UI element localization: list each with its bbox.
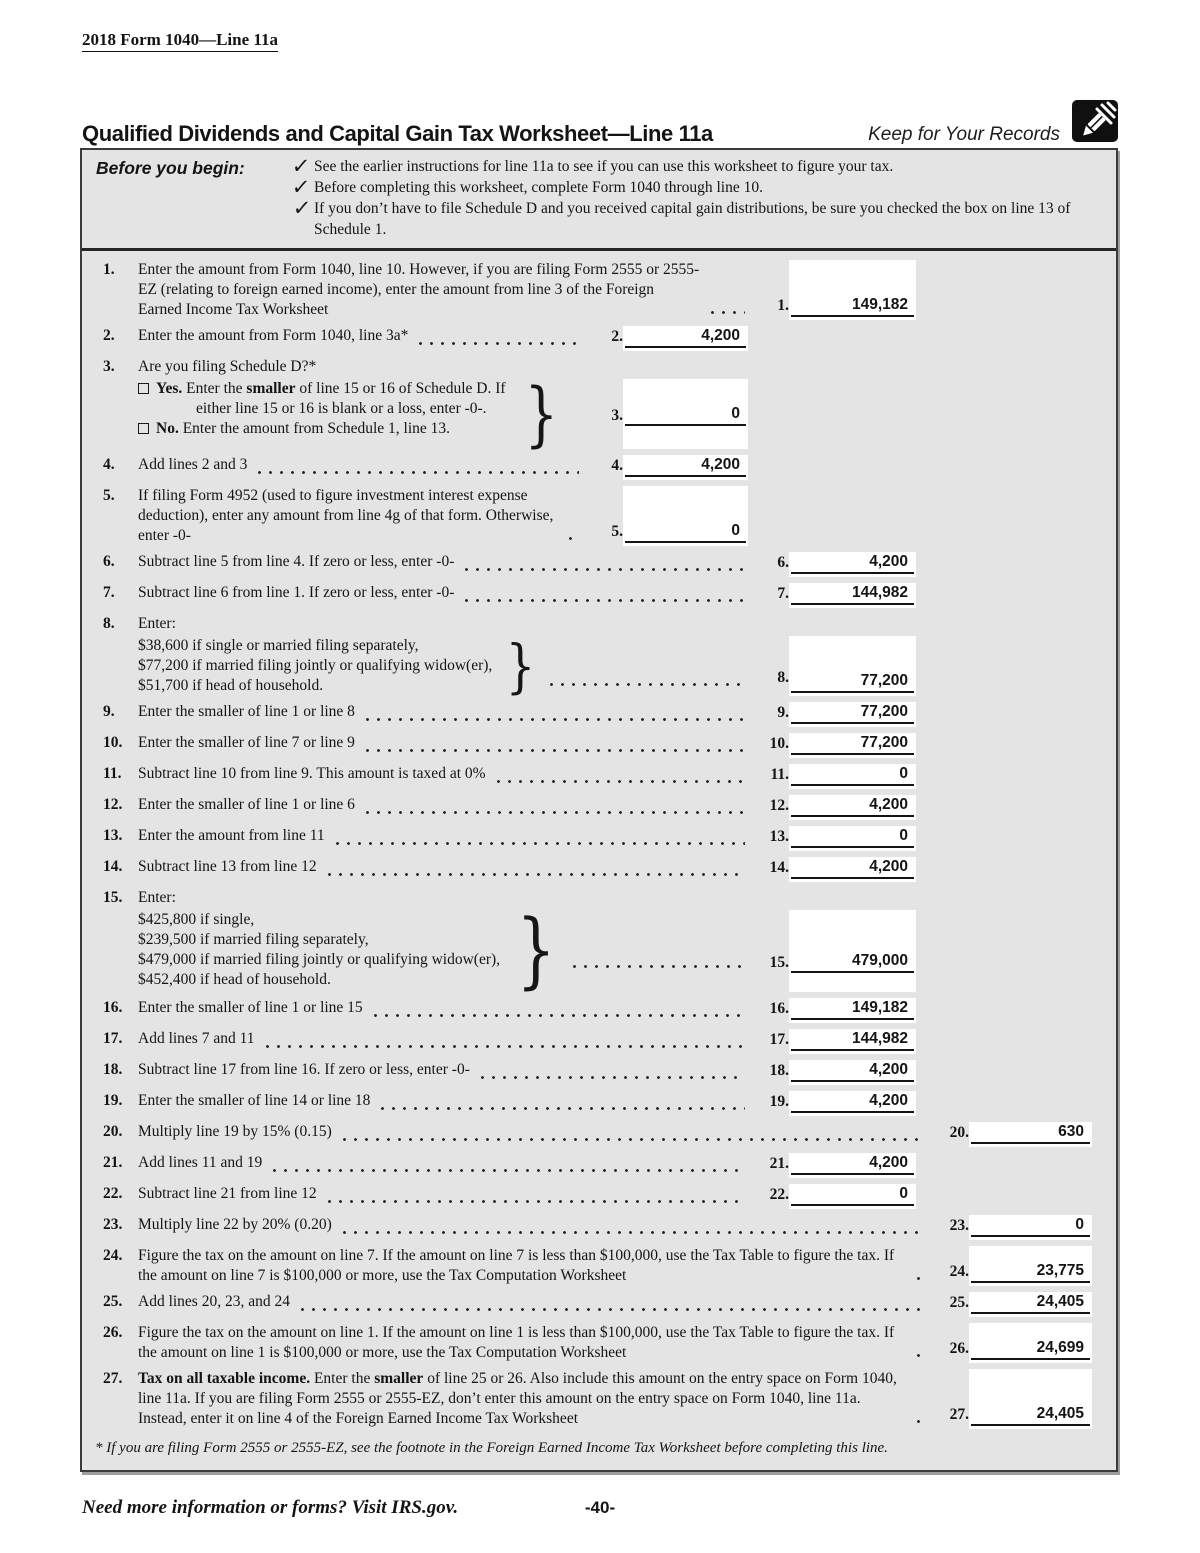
dotted-leader	[324, 871, 745, 876]
spacer	[748, 326, 1116, 351]
checklist-text: If you don’t have to file Schedule D and you received capital gain distributions, be sure you checked the box on line 13 of Schedule 1.	[314, 200, 1071, 238]
yes-text: Enter the	[182, 380, 247, 397]
worksheet-line-12	[82, 789, 1116, 820]
worksheet-line-7	[82, 577, 1116, 608]
entry-value: 24,699	[971, 1338, 1090, 1360]
spacer	[916, 764, 1116, 789]
worksheet-line-21	[82, 1147, 1116, 1178]
entry-number: 2.	[611, 328, 623, 345]
line-27-bold-lead: Tax on all taxable income.	[138, 1370, 311, 1387]
amount-option: $425,800 if single,	[138, 911, 255, 928]
spacer	[916, 910, 1116, 992]
line-text: Multiply line 22 by 20% (0.20)	[138, 1216, 332, 1233]
line-text: Subtract line 10 from line 9. This amount is taxed at 0%	[138, 765, 486, 782]
line-number: 9.	[103, 703, 115, 720]
entry-value: 0	[791, 764, 914, 786]
line-number: 17.	[103, 1030, 123, 1047]
entry-value: 4,200	[791, 795, 914, 817]
entry-value: 0	[625, 521, 746, 543]
entry-box	[969, 1323, 1092, 1363]
line-text: Enter the smaller of line 14 or line 18	[138, 1092, 371, 1109]
spacer	[1092, 1323, 1116, 1363]
line-number: 12.	[103, 796, 123, 813]
line-number: 14.	[103, 858, 123, 875]
entry-box	[623, 326, 748, 351]
line-number: 24.	[103, 1247, 123, 1264]
line-number: 23.	[103, 1216, 123, 1233]
line-text: Subtract line 5 from line 4. If zero or less, enter -0-	[138, 553, 455, 570]
spacer	[748, 486, 1116, 546]
line-text: Subtract line 17 from line 16. If zero or less, enter -0-	[138, 1061, 470, 1078]
entry-box	[789, 583, 916, 608]
spacer	[82, 910, 138, 992]
line-27-text-rest: of line 25 or 26. Also include this amount on the entry space on Form 1040, line 11a. If you are filing Form 2555 or 2555-EZ, don’t enter this amount on the entry space on Form 1040, line 11a. Instead, enter it on line 4 of the Foreign Earned Income Tax Worksheet	[138, 1370, 897, 1427]
yes-checkbox-icon[interactable]	[138, 383, 149, 394]
entry-box	[789, 733, 916, 758]
entry-box	[789, 552, 916, 577]
entry-number: 9.	[777, 704, 789, 721]
line-text: Add lines 11 and 19	[138, 1154, 263, 1171]
line-number: 18.	[103, 1061, 123, 1078]
line-text: Enter the smaller of line 7 or line 9	[138, 734, 355, 751]
no-checkbox-icon[interactable]	[138, 423, 149, 434]
entry-box	[789, 795, 916, 820]
entry-number: 14.	[769, 859, 789, 876]
yes-option	[138, 379, 509, 419]
page-number: -40-	[584, 1498, 616, 1517]
dotted-leader	[477, 1074, 745, 1079]
entry-box	[969, 1292, 1092, 1317]
spacer	[748, 455, 1116, 480]
entry-value: 4,200	[625, 326, 746, 348]
line-text: Add lines 20, 23, and 24	[138, 1293, 290, 1310]
spacer	[916, 1060, 1116, 1085]
entry-value: 0	[625, 404, 746, 426]
entry-box	[969, 1122, 1092, 1147]
worksheet-line-3-options	[82, 373, 1116, 455]
entry-box	[969, 1246, 1092, 1286]
no-label: No.	[156, 420, 179, 437]
entry-number: 19.	[769, 1093, 789, 1110]
worksheet-line-8	[82, 608, 1116, 634]
line-27-smaller: smaller	[374, 1370, 424, 1387]
entry-value: 23,775	[971, 1261, 1090, 1283]
worksheet-line-27	[82, 1363, 1116, 1429]
entry-value: 4,200	[791, 1153, 914, 1175]
spacer	[748, 379, 1116, 449]
dotted-leader	[332, 840, 745, 845]
line-number: 1.	[103, 261, 115, 278]
entry-box	[789, 702, 916, 727]
checklist-item	[292, 198, 1106, 240]
entry-box	[623, 455, 748, 480]
spacer	[916, 1029, 1116, 1054]
dotted-leader	[913, 1352, 921, 1357]
worksheet-line-25	[82, 1286, 1116, 1317]
entry-value: 4,200	[791, 552, 914, 574]
dotted-leader	[339, 1229, 921, 1234]
entry-number: 11.	[770, 766, 789, 783]
entry-number: 25.	[949, 1294, 969, 1311]
entry-value: 479,000	[791, 951, 914, 973]
line-number: 11.	[103, 765, 122, 782]
worksheet-line-4	[82, 449, 1116, 480]
entry-value: 77,200	[791, 671, 914, 693]
worksheet-box	[80, 148, 1118, 1472]
check-icon: ✓	[290, 154, 311, 178]
brace-glyph: }	[505, 632, 536, 700]
entry-value: 0	[971, 1215, 1090, 1237]
dotted-leader	[569, 963, 745, 968]
worksheet-line-8-options	[82, 632, 1116, 700]
line-3-options	[138, 379, 509, 449]
worksheet-line-11	[82, 758, 1116, 789]
line-text: Enter the amount from Form 1040, line 3a*	[138, 327, 409, 344]
entry-number: 16.	[769, 1000, 789, 1017]
entry-value: 149,182	[791, 998, 914, 1020]
entry-value: 630	[971, 1122, 1090, 1144]
entry-box	[789, 857, 916, 882]
spacer	[916, 702, 1116, 727]
yes-smaller: smaller	[246, 380, 296, 397]
dotted-leader	[254, 469, 579, 474]
entry-value: 77,200	[791, 702, 914, 724]
line-number: 5.	[103, 487, 115, 504]
line-number: 3.	[103, 358, 115, 375]
worksheet-line-18	[82, 1054, 1116, 1085]
line-text: Enter the smaller of line 1 or line 15	[138, 999, 363, 1016]
entry-number: 10.	[769, 735, 789, 752]
amount-option: $51,700 if head of household.	[138, 677, 324, 694]
brace-glyph: }	[525, 373, 559, 455]
spacer	[916, 998, 1116, 1023]
yes-label: Yes.	[156, 380, 183, 397]
line-number: 6.	[103, 553, 115, 570]
entry-number: 4.	[611, 457, 623, 474]
dotted-leader	[377, 1105, 745, 1110]
entry-box	[789, 636, 916, 696]
dotted-leader	[339, 1136, 921, 1141]
dotted-leader	[262, 1043, 745, 1048]
checklist-item	[292, 156, 1106, 177]
spacer	[916, 636, 1116, 696]
line-text: If filing Form 4952 (used to figure investment interest expense deduction), enter any amount from line 4g of that form. Otherwise, enter -0-	[138, 487, 554, 544]
check-icon: ✓	[290, 175, 311, 199]
entry-number: 18.	[769, 1062, 789, 1079]
spacer	[916, 1184, 1116, 1209]
line-number: 4.	[103, 456, 115, 473]
spacer	[82, 636, 138, 696]
worksheet-lines	[82, 251, 1116, 1470]
entry-value: 4,200	[791, 1091, 914, 1113]
entry-box	[789, 1091, 916, 1116]
dotted-leader	[565, 535, 579, 540]
entry-value: 144,982	[791, 1029, 914, 1051]
spacer	[916, 1153, 1116, 1178]
dotted-leader	[913, 1418, 921, 1423]
yes-text-rest: of line 15 or 16 of Schedule D. If either line 15 or 16 is blank or a loss, enter -0-.	[196, 380, 506, 417]
checklist-item	[292, 177, 1106, 198]
line-text: Enter the smaller of line 1 or line 6	[138, 796, 355, 813]
spacer	[916, 583, 1116, 608]
worksheet-line-15-options	[82, 903, 1116, 998]
entry-number: 24.	[949, 1263, 969, 1280]
before-you-begin-label: Before you begin:	[96, 158, 245, 178]
entry-value: 149,182	[791, 295, 914, 317]
spacer	[1092, 1122, 1116, 1147]
line-8-options	[138, 636, 492, 696]
amount-option: $452,400 if head of household.	[138, 971, 331, 988]
line-text: Multiply line 19 by 15% (0.15)	[138, 1123, 332, 1140]
entry-number: 27.	[949, 1406, 969, 1423]
entry-box	[789, 910, 916, 992]
footer-info-text: Need more information or forms? Visit IRS.gov.	[82, 1497, 459, 1518]
dotted-leader	[362, 747, 745, 752]
spacer	[916, 552, 1116, 577]
line-text: Figure the tax on the amount on line 1. If the amount on line 1 is less than $100,000, use the Tax Table to figure the tax. If the amount on line 1 is $100,000 or more, use the Tax Computation Worksheet	[138, 1324, 895, 1361]
line-number: 19.	[103, 1092, 123, 1109]
no-option	[138, 419, 509, 439]
entry-number: 1.	[777, 297, 789, 314]
entry-number: 15.	[769, 954, 789, 971]
before-you-begin-items	[292, 156, 1106, 240]
line-text: Enter the smaller of line 1 or line 8	[138, 703, 355, 720]
check-icon: ✓	[291, 196, 313, 220]
line-text: Enter the amount from line 11	[138, 827, 325, 844]
page-header: 2018 Form 1040—Line 11a	[82, 30, 278, 52]
spacer	[916, 260, 1116, 320]
entry-box	[789, 1029, 916, 1054]
worksheet-line-5	[82, 480, 1116, 546]
entry-value: 77,200	[791, 733, 914, 755]
line-text: Add lines 2 and 3	[138, 456, 248, 473]
brace-glyph: }	[516, 903, 556, 998]
entry-number: 3.	[611, 407, 623, 424]
line-text: Are you filing Schedule D?*	[138, 358, 317, 375]
worksheet-line-14	[82, 851, 1116, 882]
line-text	[138, 1369, 906, 1429]
entry-box	[789, 1184, 916, 1209]
spacer	[1092, 1215, 1116, 1240]
spacer	[1092, 1369, 1116, 1429]
no-text: Enter the amount from Schedule 1, line 13.	[178, 420, 451, 437]
worksheet-line-9	[82, 696, 1116, 727]
spacer	[82, 379, 138, 449]
spacer	[916, 1091, 1116, 1116]
entry-box	[789, 826, 916, 851]
worksheet-line-1	[82, 254, 1116, 320]
spacer	[916, 795, 1116, 820]
line-number: 26.	[103, 1324, 123, 1341]
entry-value: 0	[791, 1184, 914, 1206]
line-text: Enter:	[138, 615, 176, 632]
entry-box	[789, 260, 916, 320]
dotted-leader	[324, 1198, 745, 1203]
worksheet-line-13	[82, 820, 1116, 851]
line-number: 15.	[103, 889, 123, 906]
entry-box	[789, 764, 916, 789]
amount-option: $239,500 if married filing separately,	[138, 931, 369, 948]
entry-number: 23.	[949, 1217, 969, 1234]
entry-box	[789, 998, 916, 1023]
amount-option: $479,000 if married filing jointly or qualifying widow(er),	[138, 951, 501, 968]
line-number: 27.	[103, 1370, 123, 1387]
line-number: 21.	[103, 1154, 123, 1171]
entry-number: 17.	[769, 1031, 789, 1048]
worksheet-line-16	[82, 992, 1116, 1023]
entry-value: 144,982	[791, 583, 914, 605]
page-footer	[82, 1497, 1118, 1519]
entry-box	[789, 1153, 916, 1178]
worksheet-line-3	[82, 351, 1116, 377]
line-text: Subtract line 21 from line 12	[138, 1185, 317, 1202]
worksheet-line-22	[82, 1178, 1116, 1209]
dotted-leader	[461, 566, 745, 571]
entry-value: 4,200	[791, 857, 914, 879]
line-number: 13.	[103, 827, 123, 844]
worksheet-line-19	[82, 1085, 1116, 1116]
line-text: Add lines 7 and 11	[138, 1030, 255, 1047]
entry-number: 8.	[777, 669, 789, 686]
dotted-leader	[707, 309, 745, 314]
dotted-leader	[370, 1012, 745, 1017]
dotted-leader	[913, 1275, 921, 1280]
line-27-text: Enter the	[310, 1370, 375, 1387]
entry-number: 20.	[949, 1124, 969, 1141]
entry-box	[623, 486, 748, 546]
line-text: Subtract line 13 from line 12	[138, 858, 317, 875]
entry-box	[623, 379, 748, 449]
worksheet-line-23	[82, 1209, 1116, 1240]
entry-number: 6.	[777, 554, 789, 571]
spacer	[1092, 1246, 1116, 1286]
dotted-leader	[297, 1306, 921, 1311]
worksheet-line-2	[82, 320, 1116, 351]
entry-box	[969, 1215, 1092, 1240]
amount-option: $77,200 if married filing jointly or qualifying widow(er),	[138, 657, 493, 674]
line-number: 20.	[103, 1123, 123, 1140]
line-text: Figure the tax on the amount on line 7. If the amount on line 7 is less than $100,000, use the Tax Table to figure the tax. If the amount on line 7 is $100,000 or more, use the Tax Computation Worksheet	[138, 1247, 895, 1284]
checklist-text: Before completing this worksheet, complete Form 1040 through line 10.	[314, 179, 763, 196]
worksheet-line-20	[82, 1116, 1116, 1147]
line-text: Enter:	[138, 889, 176, 906]
worksheet-footnote: * If you are filing Form 2555 or 2555-EZ, see the footnote in the Foreign Earned Income Tax Worksheet before completing this line.	[95, 1440, 888, 1456]
worksheet-line-6	[82, 546, 1116, 577]
entry-value: 24,405	[971, 1404, 1090, 1426]
worksheet-title-row	[82, 100, 1118, 147]
spacer	[916, 826, 1116, 851]
entry-value: 0	[791, 826, 914, 848]
entry-number: 7.	[777, 585, 789, 602]
dotted-leader	[415, 340, 579, 345]
worksheet-title: Qualified Dividends and Capital Gain Tax Worksheet—Line 11a	[82, 121, 713, 146]
line-number: 10.	[103, 734, 123, 751]
line-number: 2.	[103, 327, 115, 344]
checklist-text: See the earlier instructions for line 11a to see if you can use this worksheet to figure your tax.	[314, 158, 894, 175]
line-number: 7.	[103, 584, 115, 601]
worksheet-line-10	[82, 727, 1116, 758]
entry-number: 5.	[611, 523, 623, 540]
spacer	[916, 857, 1116, 882]
entry-value: 4,200	[791, 1060, 914, 1082]
entry-number: 12.	[769, 797, 789, 814]
entry-number: 13.	[769, 828, 789, 845]
dotted-leader	[362, 716, 745, 721]
entry-box	[969, 1369, 1092, 1429]
line-number: 16.	[103, 999, 123, 1016]
worksheet-line-17	[82, 1023, 1116, 1054]
spacer	[1092, 1292, 1116, 1317]
dotted-leader	[493, 778, 745, 783]
line-number: 8.	[103, 615, 115, 632]
dotted-leader	[546, 681, 745, 686]
line-number: 25.	[103, 1293, 123, 1310]
entry-box	[789, 1060, 916, 1085]
worksheet-line-26	[82, 1317, 1116, 1363]
entry-number: 21.	[769, 1155, 789, 1172]
entry-value: 24,405	[971, 1292, 1090, 1314]
dotted-leader	[269, 1167, 745, 1172]
before-you-begin-section	[82, 150, 1116, 251]
entry-number: 26.	[949, 1340, 969, 1357]
worksheet-line-15	[82, 882, 1116, 908]
pencil-icon	[1072, 100, 1118, 147]
entry-number: 22.	[769, 1186, 789, 1203]
amount-option: $38,600 if single or married filing separately,	[138, 637, 419, 654]
line-text: Enter the amount from Form 1040, line 10. However, if you are filing Form 2555 or 2555-EZ (relating to foreign earned income), enter the amount from line 3 of the Foreign Earned Income Tax Worksheet	[138, 261, 700, 318]
dotted-leader	[461, 597, 745, 602]
line-text: Subtract line 6 from line 1. If zero or less, enter -0-	[138, 584, 455, 601]
spacer	[571, 438, 579, 443]
dotted-leader	[362, 809, 745, 814]
worksheet-line-24	[82, 1240, 1116, 1286]
spacer	[916, 733, 1116, 758]
line-number: 22.	[103, 1185, 123, 1202]
line-15-options	[138, 910, 500, 992]
keep-for-records-label: Keep for Your Records	[868, 124, 1060, 145]
entry-value: 4,200	[625, 455, 746, 477]
